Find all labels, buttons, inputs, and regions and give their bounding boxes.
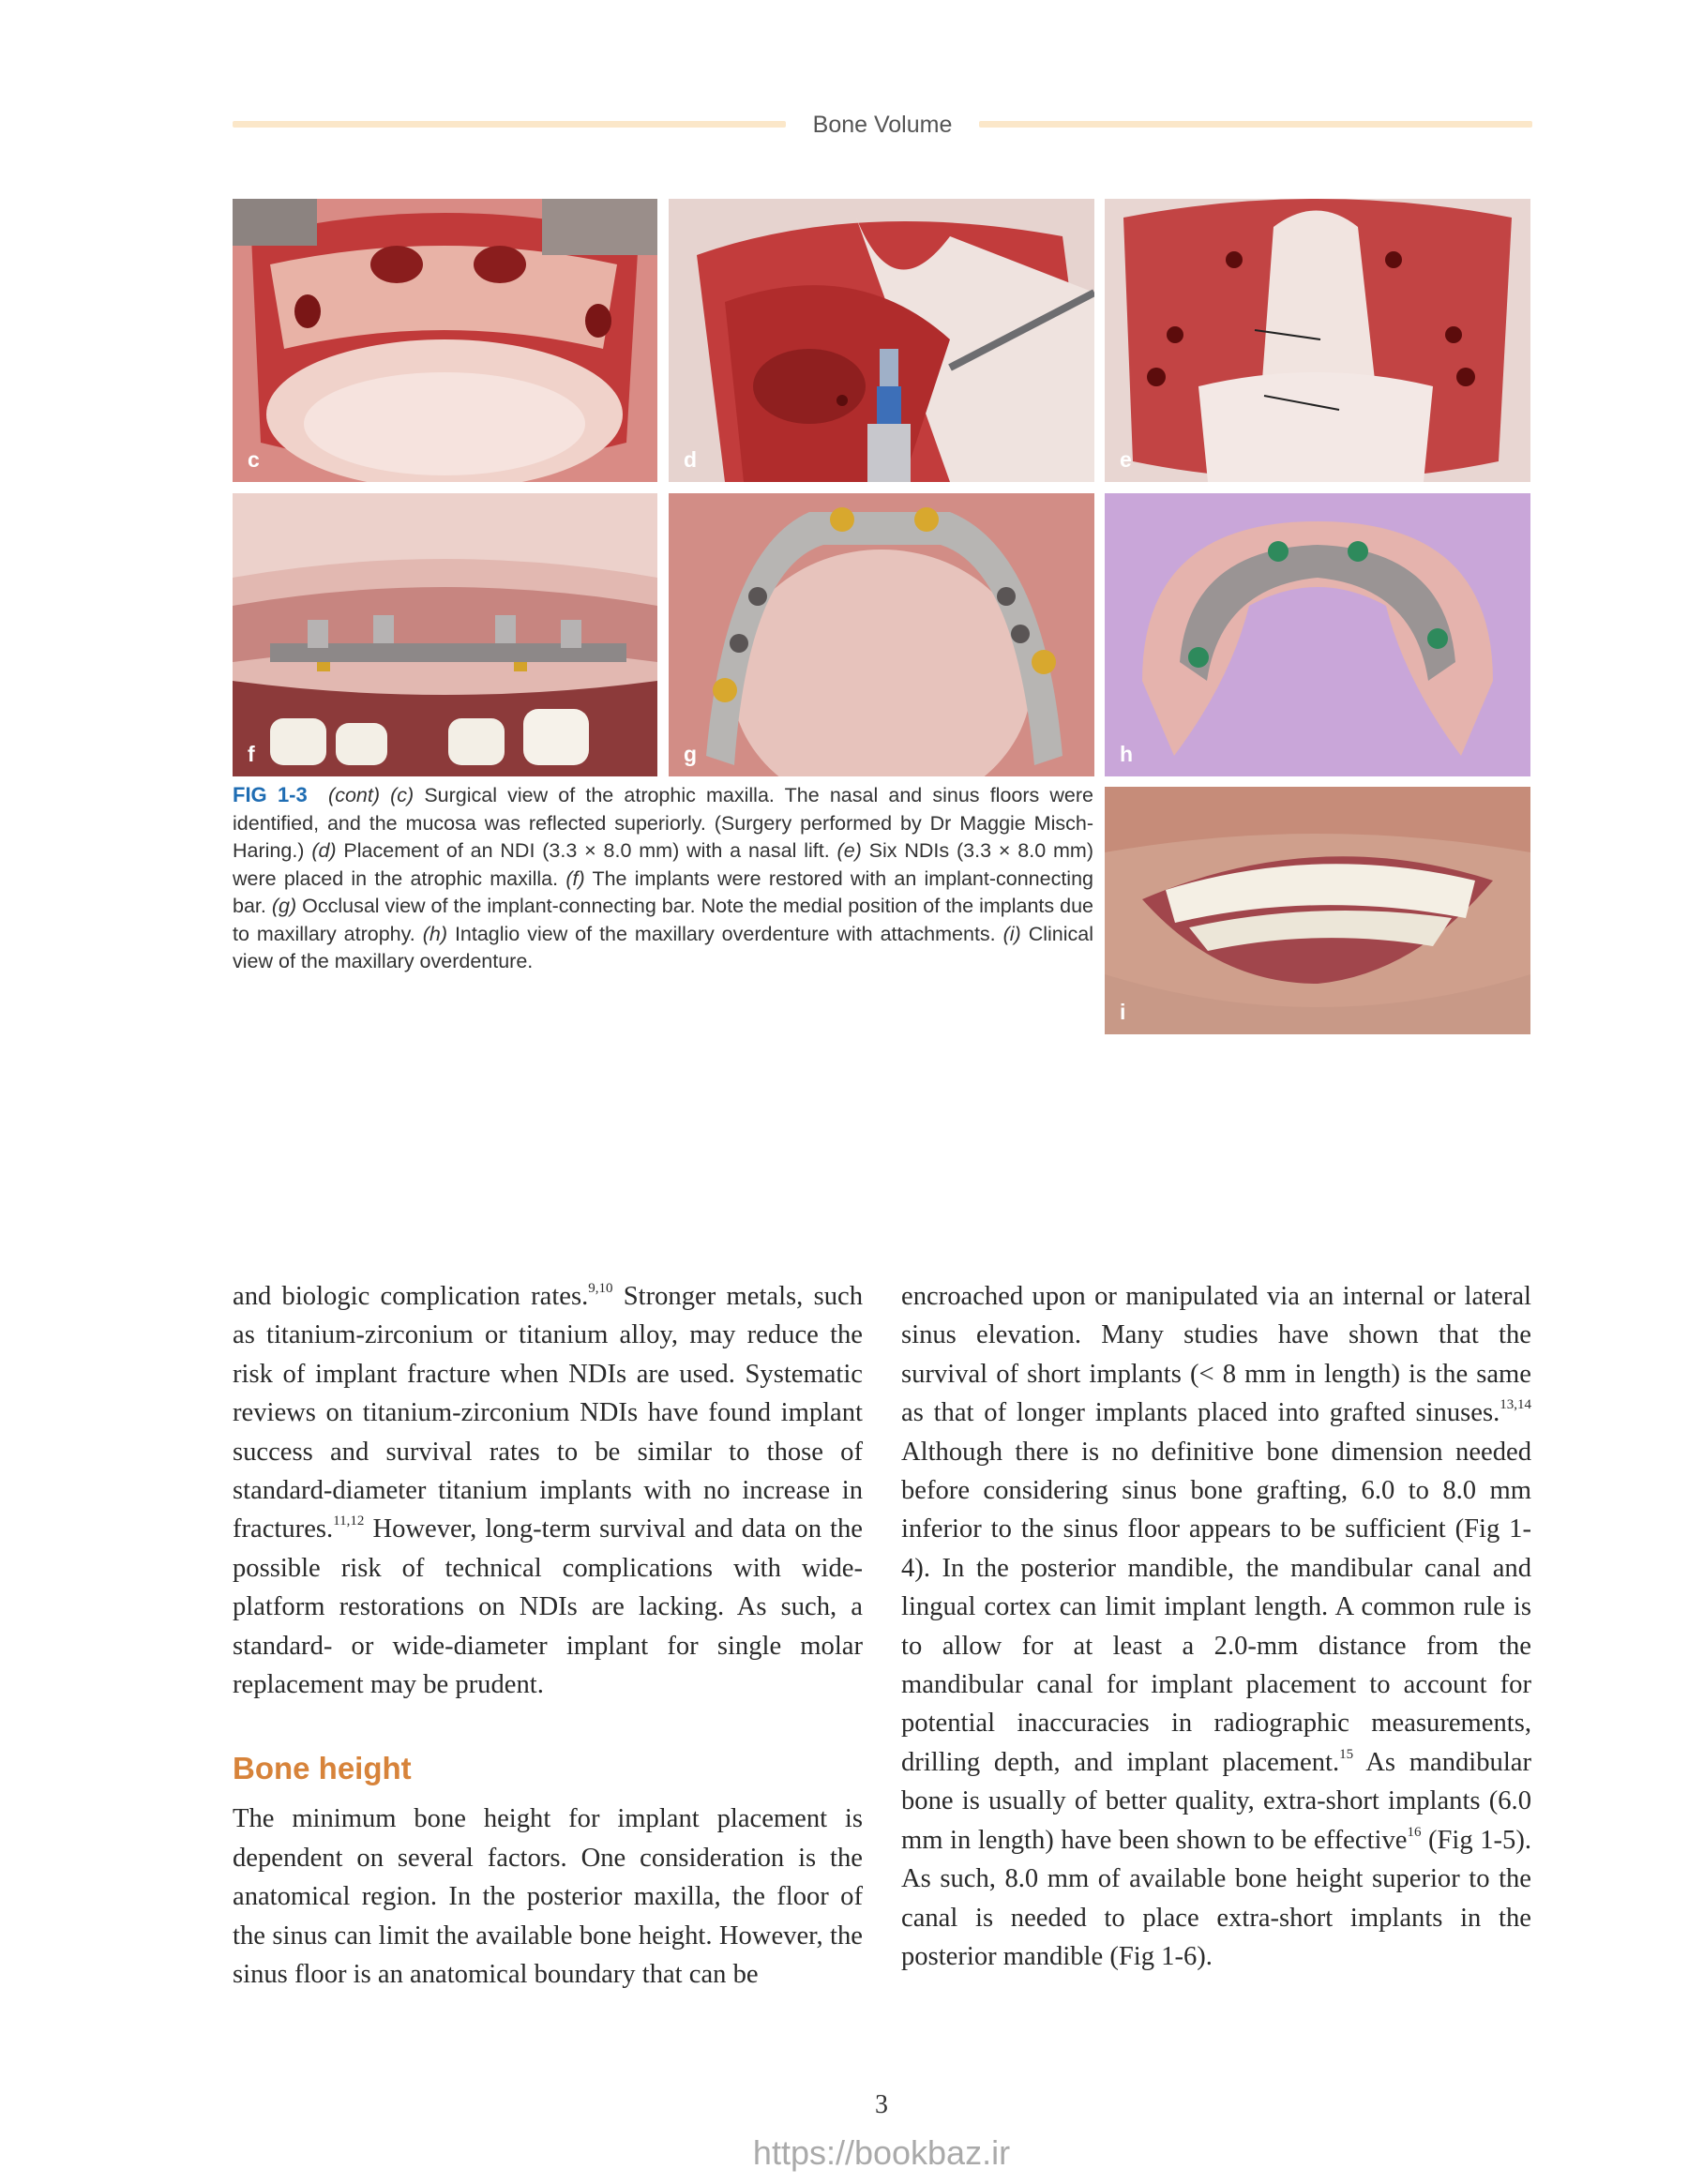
text-run: Stronger metals, such as titanium-zirconium or titanium alloy, may reduce the risk of implant fracture when NDIs are used. Systematic reviews on titanium-zirconium NDIs have found implant success and survival rates to be similar to those of standard-diameter titanium implants with no increase in fractures.	[233, 1282, 863, 1544]
reference-superscript: 15	[1339, 1746, 1354, 1762]
section-heading-bone-height: Bone height	[233, 1751, 412, 1786]
figure-panel-g	[669, 493, 1094, 776]
photo-overdenture-intaglio	[1105, 493, 1530, 776]
photo-six-implants	[1105, 199, 1530, 482]
text-run: Placement of an NDI (3.3 × 8.0 mm) with a nasal lift.	[336, 839, 837, 862]
panel-label-d: d	[684, 447, 698, 472]
figure-panel-h	[1105, 493, 1530, 776]
page-number: 3	[875, 2090, 888, 2119]
photo-connecting-bar	[233, 493, 657, 776]
header-rule-left	[233, 121, 786, 128]
italic-run: (f)	[565, 866, 585, 890]
text-run: Surgical view of the atrophic maxilla. The nasal and sinus floors were identified, and the mucosa was reflected superiorly. (Surgery performed by Dr Maggie Misch-Haring.)	[233, 784, 1094, 862]
italic-run: (d)	[311, 839, 337, 862]
reference-superscript: 16	[1407, 1824, 1422, 1840]
watermark-url: https://bookbaz.ir	[752, 2133, 1011, 2172]
figure-panel-f	[233, 493, 657, 776]
text-run: Although there is no definitive bone dimension needed before considering sinus bone grafting, 6.0 to 8.0 mm inferior to the sinus floor appears to be sufficient (Fig 1-4). In the posterior mandible, the mandibular canal and lingual cortex can limit implant length. A common rule is to allow for at least a 2.0-mm distance from the mandibular canal for implant placement to account for potential inaccuracies in radiographic measurements, drilling depth, and implant placement.	[901, 1437, 1531, 1777]
text-run: Clinical view of the maxillary overdenture.	[233, 922, 1093, 972]
text-run: Six NDIs (3.3 × 8.0 mm) were placed in the atrophic maxilla.	[233, 839, 1093, 890]
figure-panel-i	[1105, 787, 1530, 1034]
figure-caption	[233, 781, 1093, 976]
photo-implant-placement	[669, 199, 1094, 482]
panel-label-c: c	[248, 447, 260, 472]
italic-run: (cont) (c)	[328, 784, 414, 806]
reference-superscript: 9,10	[588, 1281, 613, 1296]
body-paragraph-right-1	[901, 1277, 1531, 1976]
running-header-title: Bone Volume	[812, 112, 953, 138]
text-run: However, long-term survival and data on the possible risk of technical complications with wide-platform restorations on NDIs are lacking. As such, a standard- or wide-diameter implant for single molar replacement may be prudent.	[233, 1514, 863, 1700]
figure-panel-d	[669, 199, 1094, 482]
text-run: encroached upon or manipulated via an internal or lateral sinus elevation. Many studies have shown that the survival of short implants (< 8 mm in length) is the same as that of longer implants placed into grafted sinuses.	[901, 1282, 1531, 1428]
body-paragraph-left-2	[233, 1800, 863, 1994]
text-run: Intaglio view of the maxillary overdenture with attachments.	[446, 922, 1003, 945]
italic-run: (h)	[422, 922, 447, 945]
photo-surgical-maxilla	[233, 199, 657, 482]
panel-label-f: f	[248, 742, 255, 766]
italic-run: (i)	[1002, 922, 1021, 945]
panel-label-e: e	[1120, 447, 1132, 472]
text-run: As mandibular bone is usually of better quality, extra-short implants (6.0 mm in length) have been shown to be effective	[901, 1747, 1531, 1855]
figure-caption-text	[233, 784, 1093, 972]
body-column-right	[901, 1277, 1531, 1976]
text-run: The implants were restored with an implant-connecting bar.	[233, 866, 1093, 917]
text-run: and biologic complication rates.	[233, 1282, 589, 1311]
body-paragraph-left-1	[233, 1277, 863, 1704]
text-run: Occlusal view of the implant-connecting bar. Note the medial position of the implants due to maxillary atrophy.	[233, 895, 1093, 945]
text-run: (Fig 1-5). As such, 8.0 mm of available bone height superior to the canal is needed to place extra-short implants in the posterior mandible (Fig 1-6).	[901, 1825, 1532, 1971]
figure-panel-c	[233, 199, 657, 482]
panel-label-h: h	[1120, 742, 1134, 766]
text-run: The minimum bone height for implant placement is dependent on several factors. One consideration is the anatomical region. In the posterior maxilla, the floor of the sinus can limit the available bone height. However, the sinus floor is an anatomical boundary that can be	[233, 1804, 863, 1990]
reference-superscript: 13,14	[1500, 1397, 1531, 1413]
photo-clinical-smile	[1105, 787, 1530, 1034]
reference-superscript: 11,12	[333, 1514, 365, 1529]
figure-label: FIG 1-3	[233, 783, 308, 806]
running-header	[233, 111, 1532, 139]
panel-label-g: g	[684, 742, 698, 766]
photo-occlusal-bar	[669, 493, 1094, 776]
figure-panel-e	[1105, 199, 1530, 482]
header-rule-right	[979, 121, 1532, 128]
panel-label-i: i	[1120, 1000, 1126, 1024]
italic-run: (g)	[271, 895, 297, 917]
italic-run: (e)	[836, 839, 862, 862]
body-column-left	[233, 1277, 863, 1995]
